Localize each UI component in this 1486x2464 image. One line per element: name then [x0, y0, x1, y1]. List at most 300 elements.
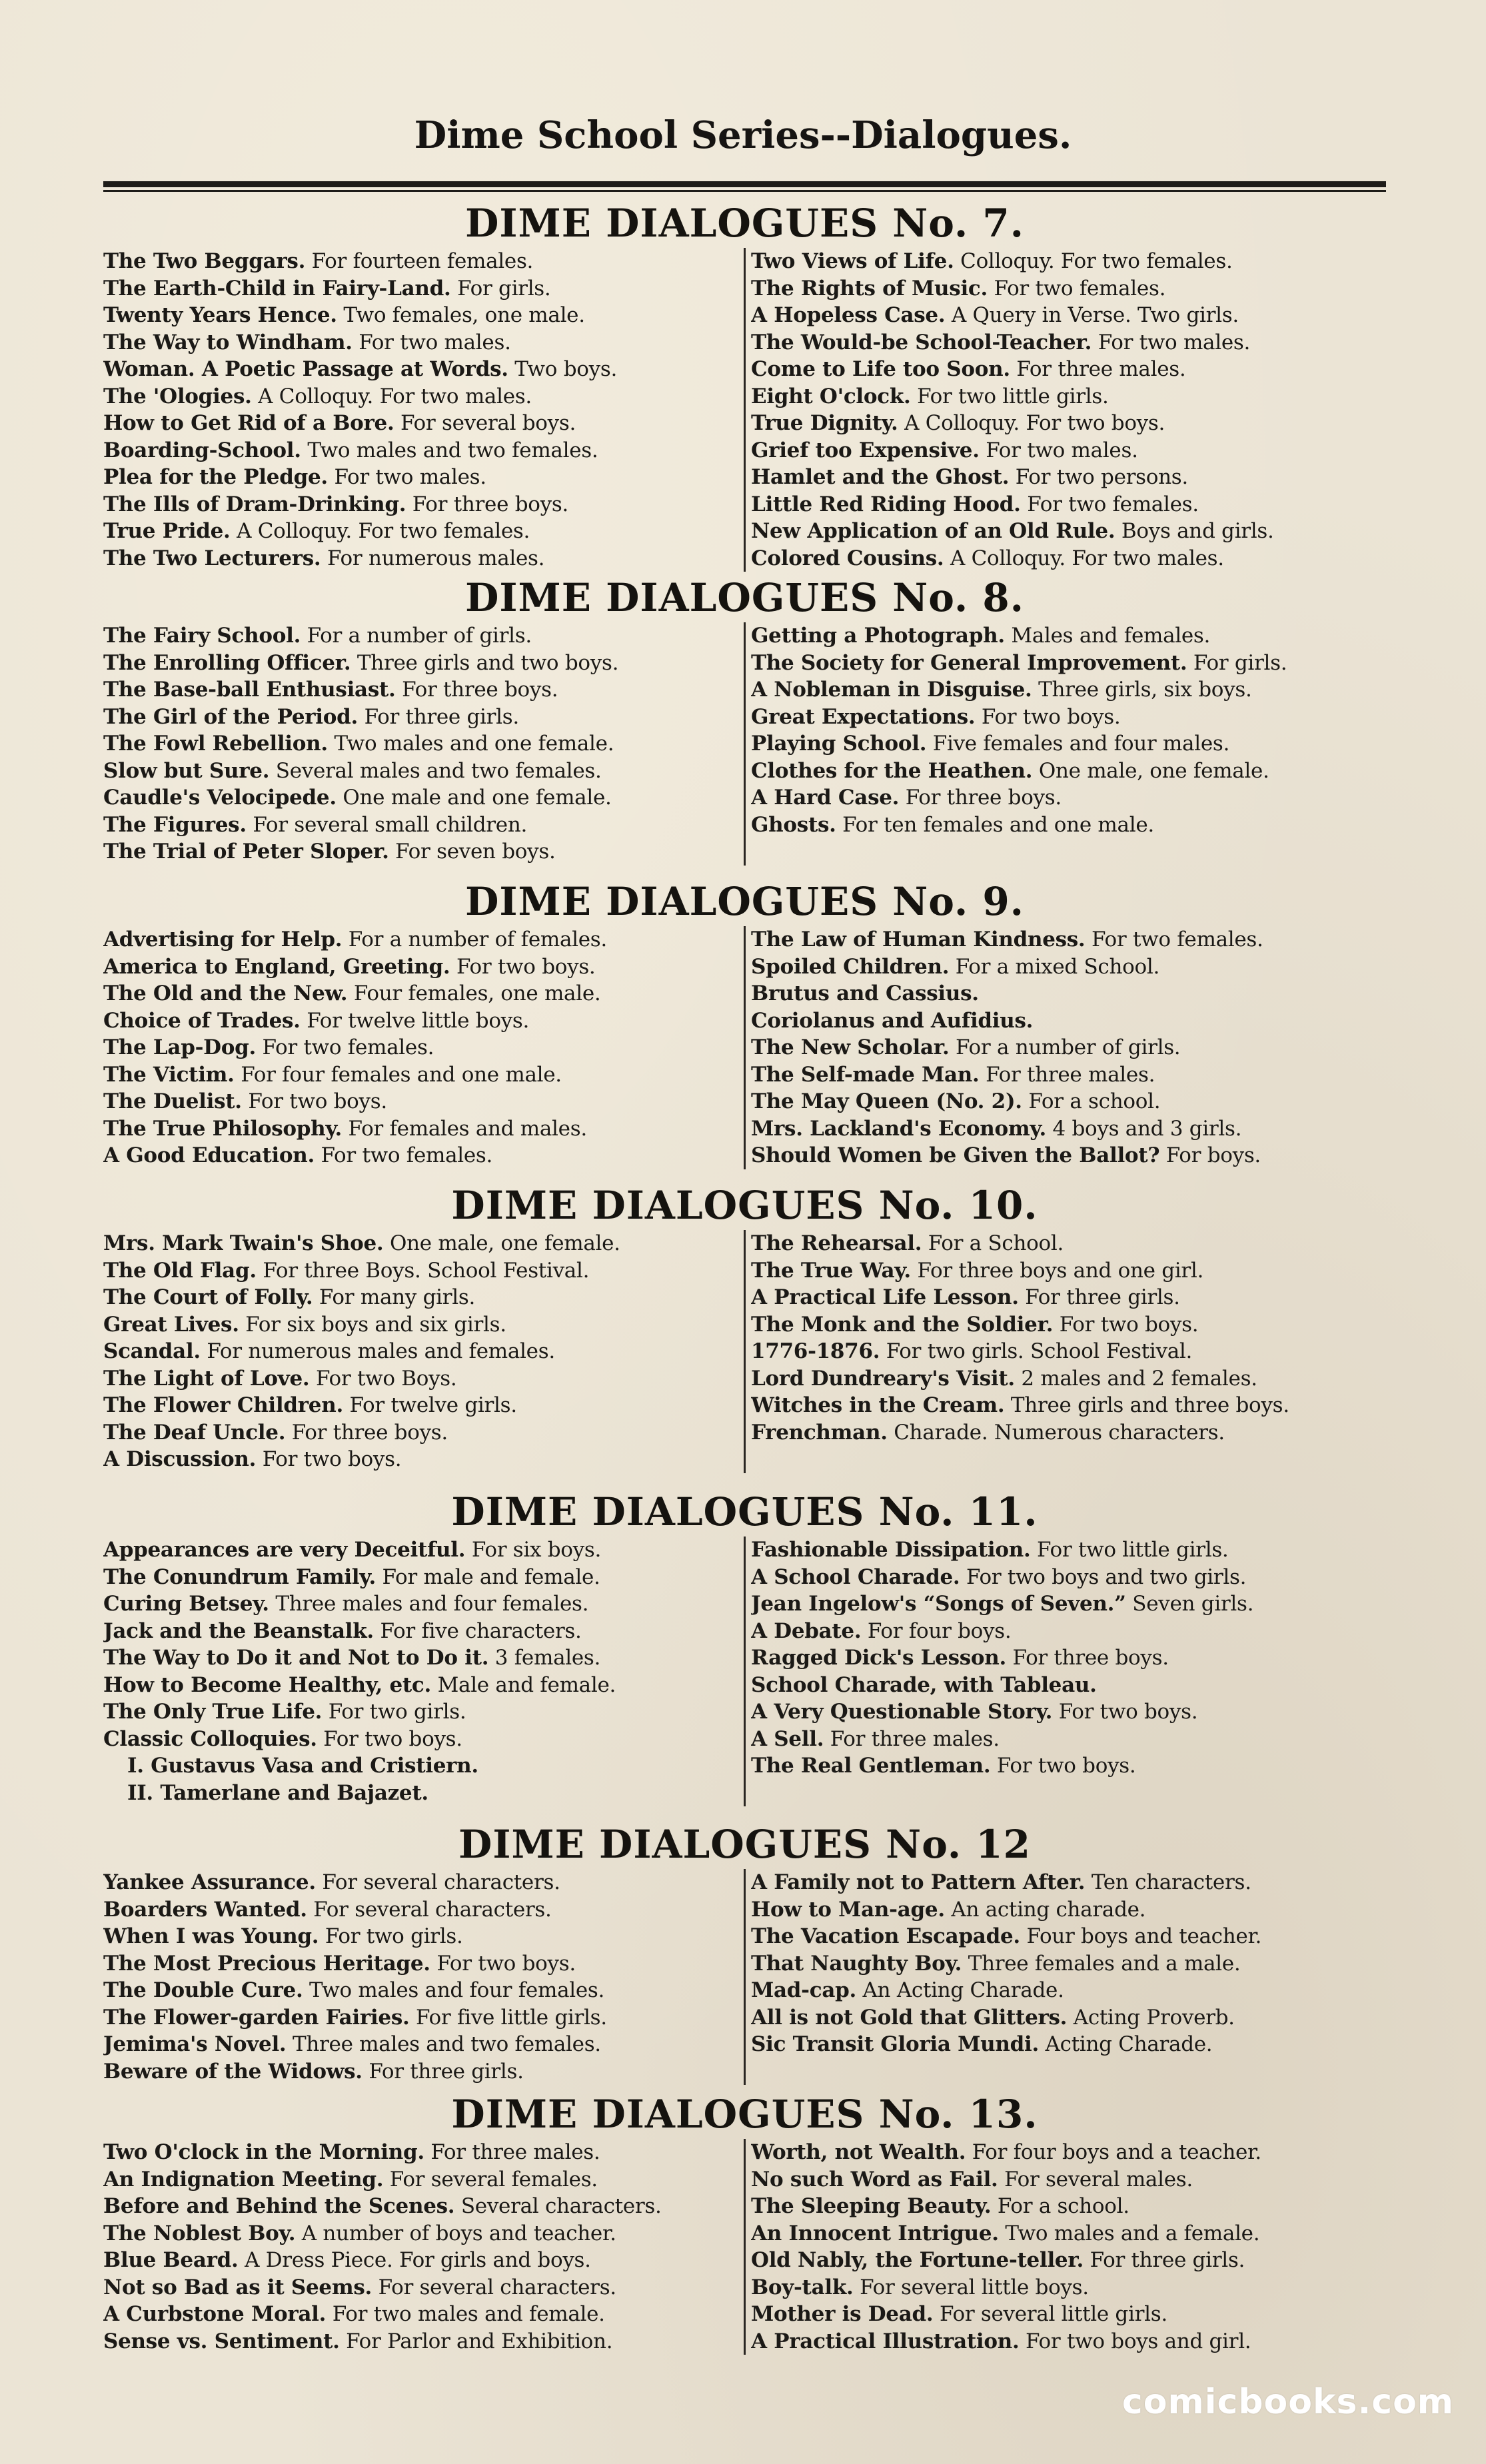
dialogue-title: I. Gustavus Vasa and Cristiern. [127, 1754, 478, 1778]
dialogue-entry [751, 704, 1384, 731]
dialogue-cast: For four boys. [861, 1618, 1012, 1643]
dialogue-cast: For two boys. [450, 954, 596, 979]
dialogue-entry [103, 437, 736, 464]
dialogue-entry [751, 2220, 1384, 2247]
dialogue-title: The Monk and the Soldier. [751, 1312, 1054, 1337]
dialogue-title: The Two Lecturers. [103, 546, 321, 570]
dialogue-title: II. Tamerlane and Bajazet. [127, 1780, 428, 1805]
dialogue-title: Little Red Riding Hood. [751, 492, 1021, 516]
dialogue-entry [103, 650, 736, 677]
dialogue-entry [103, 356, 736, 383]
dialogue-cast: For several boys. [394, 411, 576, 435]
dialogue-entry [103, 545, 736, 572]
dialogue-title: The Earth-Child in Fairy-Land. [103, 276, 451, 301]
dialogue-entry [751, 1419, 1384, 1447]
dialogue-cast: 4 boys and 3 girls. [1046, 1116, 1242, 1141]
dialogue-entry [751, 356, 1384, 383]
dialogue-cast: For three males. [424, 2140, 600, 2164]
dialogue-entry [751, 2004, 1384, 2032]
dialogue-title: The True Way. [751, 1258, 911, 1283]
dialogue-cast: For two boys. [256, 1447, 402, 1471]
dialogue-cast: Males and females. [1004, 624, 1211, 648]
dialogue-cast: For seven boys. [388, 840, 556, 864]
dialogue-cast: Several characters. [454, 2194, 662, 2218]
dialogue-cast: For three boys and one girl. [910, 1258, 1204, 1283]
dialogue-entry [103, 838, 736, 866]
dialogue-entry [751, 2328, 1384, 2355]
dialogue-cast: Four females, one male. [347, 981, 601, 1005]
dialogue-title: Frenchman. [751, 1420, 888, 1445]
dialogue-title: A Family not to Pattern After. [751, 1870, 1086, 1894]
dialogue-entry [751, 1061, 1384, 1089]
dialogue-cast: For three boys. [395, 678, 558, 702]
dialogue-cast: Male and female. [431, 1672, 616, 1697]
dialogue-title: Sense vs. Sentiment. [103, 2329, 340, 2353]
dialogue-cast: For girls. [1187, 650, 1287, 675]
right-column [751, 2139, 1384, 2355]
dialogue-entry [103, 410, 736, 437]
dialogue-entry [751, 329, 1384, 356]
dialogue-section [103, 1183, 1386, 1473]
dialogue-entry [103, 383, 736, 410]
dialogue-title: The New Scholar. [751, 1035, 950, 1059]
dialogue-entry [751, 2247, 1384, 2274]
dialogue-cast: A Colloquy. For two boys. [898, 411, 1165, 435]
dialogue-cast: For twelve girls. [343, 1393, 517, 1417]
dialogue-cast: For six boys. [465, 1538, 602, 1562]
dialogue-entry [103, 1950, 736, 1978]
dialogue-cast: For two girls. [322, 1700, 466, 1724]
dialogue-entry [751, 1034, 1384, 1061]
dialogue-entry [103, 676, 736, 704]
dialogue-cast: Two males and four females. [303, 1978, 605, 2002]
left-column [103, 1230, 736, 1473]
dialogue-title: Lord Dundreary's Visit. [751, 1366, 1015, 1391]
dialogue-title: The Flower-garden Fairies. [103, 2005, 410, 2030]
dialogue-cast: For two boys. [317, 1726, 462, 1751]
dialogue-entry [103, 1726, 736, 1753]
dialogue-title: Colored Cousins. [751, 546, 944, 570]
dialogue-entry [751, 926, 1384, 953]
dialogue-title: Great Expectations. [751, 704, 976, 729]
dialogue-section [103, 576, 1386, 866]
dialogue-entry [751, 1752, 1384, 1780]
dialogue-cast: For a number of girls. [949, 1035, 1181, 1059]
dialogue-title: Mrs. Mark Twain's Shoe. [103, 1231, 384, 1255]
dialogue-cast: For two boys. [975, 704, 1121, 729]
dialogue-title: The Old and the New. [103, 981, 348, 1005]
dialogue-cast: One male and one female. [336, 786, 612, 810]
dialogue-title: A Nobleman in Disguise. [751, 678, 1032, 702]
dialogue-cast: One male, one female. [1032, 758, 1269, 783]
dialogue-entry [103, 758, 736, 785]
dialogue-title: The Two Beggars. [103, 249, 306, 273]
dialogue-entry [751, 1537, 1384, 1564]
dialogue-cast: For three boys. [406, 492, 568, 516]
dialogue-entry [751, 1257, 1384, 1285]
dialogue-cast: A Dress Piece. For girls and boys. [238, 2248, 591, 2272]
dialogue-entry [751, 622, 1384, 650]
dialogue-entry [751, 1672, 1384, 1699]
dialogue-entry [103, 2328, 736, 2355]
dialogue-entry [751, 1726, 1384, 1753]
dialogue-cast: For several characters. [315, 1870, 560, 1894]
dialogue-title: The Flower Children. [103, 1393, 343, 1417]
dialogue-title: Plea for the Pledge. [103, 465, 328, 489]
dialogue-cast: For four boys and a teacher. [966, 2140, 1261, 2164]
right-column [751, 926, 1384, 1169]
section-title: DIME DIALOGUES No. 10. [451, 1183, 1038, 1228]
dialogue-title: Ghosts. [751, 812, 836, 837]
two-column-list [103, 2139, 1386, 2355]
dialogue-cast: For three girls. [358, 704, 519, 729]
dialogue-title: The Ills of Dram-Drinking. [103, 492, 406, 516]
dialogue-cast: Boys and girls. [1115, 519, 1274, 543]
dialogue-title: Spoiled Children. [751, 954, 950, 979]
dialogue-entry [103, 2031, 736, 2058]
column-divider [744, 2139, 746, 2355]
dialogue-cast: For girls. [450, 276, 551, 301]
dialogue-title: A Hard Case. [751, 786, 900, 810]
dialogue-title: Mad-cap. [751, 1978, 856, 2002]
dialogue-cast: An acting charade. [944, 1897, 1146, 1922]
dialogue-title: School Charade, with Tableau. [751, 1672, 1097, 1697]
dialogue-entry [751, 784, 1384, 812]
dialogue-cast: Three males and four females. [269, 1592, 589, 1616]
dialogue-title: Boarding-School. [103, 438, 301, 462]
dialogue-entry [103, 704, 736, 731]
dialogue-entry [751, 676, 1384, 704]
dialogue-cast: For two boys. [430, 1951, 576, 1976]
dialogue-entry [751, 953, 1384, 981]
dialogue-title: Getting a Photograph. [751, 624, 1005, 648]
dialogue-title: A Curbstone Moral. [103, 2302, 327, 2326]
dialogue-entry [103, 1780, 736, 1807]
column-divider [744, 622, 746, 866]
dialogue-entry [103, 1088, 736, 1115]
dialogue-cast: Ten characters. [1085, 1870, 1251, 1894]
running-head: Dime School Series--Dialogues. [414, 113, 1072, 157]
dialogue-entry [103, 464, 736, 491]
dialogue-cast: For two boys and two girls. [960, 1564, 1247, 1589]
dialogue-entry [751, 1115, 1384, 1143]
dialogue-title: The Enrolling Officer. [103, 650, 351, 675]
dialogue-title: The Way to Windham. [103, 330, 353, 354]
dialogue-title: Worth, not Wealth. [751, 2140, 966, 2164]
dialogue-title: Great Lives. [103, 1312, 239, 1337]
dialogue-title: The Figures. [103, 812, 247, 837]
dialogue-cast: For two Boys. [309, 1366, 457, 1391]
dialogue-cast: Two males and a female. [998, 2221, 1260, 2245]
dialogue-entry [751, 1230, 1384, 1257]
dialogue-entry [103, 1338, 736, 1365]
dialogue-entry [103, 1365, 736, 1393]
dialogue-title: The Law of Human Kindness. [751, 927, 1086, 951]
dialogue-title: Before and Behind the Scenes. [103, 2194, 455, 2218]
dialogue-title: The Self-made Man. [751, 1062, 980, 1087]
dialogue-entry [751, 2301, 1384, 2328]
dialogue-title: When I was Young. [103, 1924, 319, 1948]
dialogue-entry [103, 812, 736, 839]
dialogue-cast: Three males and two females. [286, 2032, 601, 2056]
dialogue-cast: Three girls, six boys. [1032, 678, 1252, 702]
dialogue-entry [103, 1230, 736, 1257]
dialogue-cast: For three boys. [285, 1420, 448, 1445]
dialogue-title: The Real Gentleman. [751, 1754, 991, 1778]
section-title: DIME DIALOGUES No. 9. [465, 879, 1024, 924]
dialogue-cast: Acting Proverb. [1067, 2005, 1235, 2030]
dialogue-entry [751, 545, 1384, 572]
dialogue-entry [751, 980, 1384, 1007]
dialogue-title: The Rights of Music. [751, 276, 988, 301]
dialogue-title: Coriolanus and Aufidius. [751, 1008, 1034, 1033]
dialogue-cast: Colloquy. For two females. [954, 249, 1233, 273]
dialogue-title: Jemima's Novel. [103, 2032, 287, 2056]
dialogue-section [103, 1822, 1386, 2085]
dialogue-title: An Innocent Intrigue. [751, 2221, 999, 2245]
dialogue-cast: 2 males and 2 females. [1014, 1366, 1257, 1391]
dialogue-entry [103, 926, 736, 953]
dialogue-entry [103, 491, 736, 518]
dialogue-title: How to Become Healthy, etc. [103, 1672, 432, 1697]
dialogue-entry [103, 2004, 736, 2032]
dialogue-title: The True Philosophy. [103, 1116, 342, 1141]
dialogue-cast: For three girls. [1084, 2248, 1245, 2272]
dialogue-cast: For two males and female. [326, 2302, 605, 2326]
dialogue-entry [751, 1564, 1384, 1591]
dialogue-cast: Three girls and two boys. [351, 650, 619, 675]
dialogue-entry [751, 758, 1384, 785]
dialogue-title: The 'Ologies. [103, 384, 252, 408]
dialogue-cast: For two little girls. [910, 384, 1109, 408]
dialogue-title: Curing Betsey. [103, 1592, 269, 1616]
dialogue-cast: For three boys. [1006, 1646, 1169, 1670]
right-column [751, 1869, 1384, 2085]
dialogue-cast: For two boys and girl. [1019, 2329, 1251, 2353]
dialogue-entry [103, 1618, 736, 1645]
dialogue-title: The Light of Love. [103, 1366, 310, 1391]
dialogue-title: True Pride. [103, 519, 231, 543]
dialogue-entry [751, 1590, 1384, 1618]
dialogue-entry [751, 1977, 1384, 2004]
dialogue-title: How to Man-age. [751, 1897, 945, 1922]
dialogue-entry [751, 1007, 1384, 1035]
dialogue-cast: An Acting Charade. [856, 1978, 1064, 2002]
dialogue-entry [751, 437, 1384, 464]
dialogue-entry [103, 953, 736, 981]
dialogue-title: Beware of the Widows. [103, 2059, 363, 2084]
dialogue-entry [103, 784, 736, 812]
dialogue-entry [103, 730, 736, 758]
dialogue-cast: For two girls. [319, 1924, 463, 1948]
dialogue-entry [751, 1950, 1384, 1978]
dialogue-title: Clothes for the Heathen. [751, 758, 1033, 783]
dialogue-title: Come to Life too Soon. [751, 357, 1010, 381]
dialogue-title: A Sell. [751, 1726, 824, 1751]
dialogue-entry [103, 1672, 736, 1699]
column-divider [744, 248, 746, 572]
dialogue-entry [103, 2247, 736, 2274]
dialogue-entry [751, 1284, 1384, 1311]
dialogue-title: America to England, Greeting. [103, 954, 450, 979]
dialogue-cast: A number of boys and teacher. [295, 2221, 616, 2245]
dialogue-section [103, 2092, 1386, 2355]
dialogue-cast: For two persons. [1009, 465, 1188, 489]
dialogue-entry [751, 410, 1384, 437]
dialogue-entry [751, 1698, 1384, 1726]
dialogue-cast: For several characters. [307, 1897, 552, 1922]
dialogue-title: Ragged Dick's Lesson. [751, 1646, 1006, 1670]
column-divider [744, 1869, 746, 2085]
dialogue-title: The Lap-Dog. [103, 1035, 256, 1059]
two-column-list [103, 1869, 1386, 2085]
dialogue-entry [103, 1564, 736, 1591]
dialogue-cast: A Colloquy. For two males. [944, 546, 1224, 570]
dialogue-cast: For three girls. [1018, 1285, 1180, 1309]
right-column [751, 1537, 1384, 1806]
dialogue-title: Mrs. Lackland's Economy. [751, 1116, 1046, 1141]
dialogue-title: Boy-talk. [751, 2275, 854, 2299]
right-column [751, 1230, 1384, 1473]
dialogue-cast: For five characters. [373, 1618, 582, 1643]
dialogue-cast: For several little girls. [933, 2302, 1167, 2326]
dialogue-entry [751, 2274, 1384, 2301]
dialogue-cast: For three boys. [899, 786, 1062, 810]
dialogue-title: Two Views of Life. [751, 249, 954, 273]
dialogue-title: Sic Transit Gloria Mundi. [751, 2032, 1039, 2056]
dialogue-entry [103, 1869, 736, 1896]
dialogue-section [103, 880, 1386, 1169]
dialogue-cast: For ten females and one male. [836, 812, 1154, 837]
dialogue-cast: For several females. [383, 2167, 598, 2191]
dialogue-cast: Three girls and three boys. [1004, 1393, 1289, 1417]
dialogue-title: True Dignity. [751, 411, 898, 435]
dialogue-cast: For two females. [1085, 927, 1263, 951]
dialogue-entry [103, 1392, 736, 1419]
dialogue-title: Scandal. [103, 1339, 201, 1363]
dialogue-title: A School Charade. [751, 1564, 960, 1589]
dialogue-cast: Seven girls. [1125, 1592, 1254, 1616]
dialogue-title: Blue Beard. [103, 2248, 239, 2272]
dialogue-entry [103, 1590, 736, 1618]
dialogue-cast: For three males. [824, 1726, 1000, 1751]
dialogue-cast: Three females and a male. [962, 1951, 1241, 1976]
dialogue-cast: For two males. [327, 465, 486, 489]
dialogue-entry [103, 622, 736, 650]
dialogue-title: Caudle's Velocipede. [103, 786, 337, 810]
dialogue-entry [103, 518, 736, 545]
dialogue-title: Grief too Expensive. [751, 438, 980, 462]
dialogue-cast: For two males. [979, 438, 1138, 462]
dialogue-entry [751, 1618, 1384, 1645]
dialogue-cast: For boys. [1159, 1143, 1261, 1167]
dialogue-title: Mother is Dead. [751, 2302, 934, 2326]
dialogue-entry [751, 302, 1384, 329]
dialogue-title: Hamlet and the Ghost. [751, 465, 1010, 489]
dialogue-title: A Discussion. [103, 1447, 257, 1471]
dialogue-cast: For three Boys. School Festival. [256, 1258, 590, 1283]
dialogue-title: Brutus and Cassius. [751, 981, 979, 1005]
dialogue-cast: For five little girls. [409, 2005, 607, 2030]
dialogue-entry [103, 980, 736, 1007]
dialogue-cast: For four females and one male. [234, 1062, 562, 1087]
dialogue-cast: For fourteen females. [305, 249, 534, 273]
dialogue-cast: For a school. [1022, 1089, 1161, 1113]
dialogue-title: Twenty Years Hence. [103, 303, 337, 327]
dialogue-entry [751, 2139, 1384, 2166]
dialogue-entry [103, 275, 736, 303]
dialogue-cast: Two males and two females. [301, 438, 598, 462]
dialogue-title: That Naughty Boy. [751, 1951, 962, 1976]
dialogue-title: Jean Ingelow's “Songs of Seven.” [751, 1592, 1126, 1616]
section-title: DIME DIALOGUES No. 12 [458, 1822, 1031, 1867]
dialogue-title: The Most Precious Heritage. [103, 1951, 430, 1976]
left-column [103, 1537, 736, 1806]
dialogue-entry [751, 1392, 1384, 1419]
dialogue-entry [751, 491, 1384, 518]
dialogue-entry [103, 1923, 736, 1950]
dialogue-title: The Would-be School-Teacher. [751, 330, 1092, 354]
left-column [103, 926, 736, 1169]
column-divider [744, 926, 746, 1169]
dialogue-title: Appearances are very Deceitful. [103, 1538, 466, 1562]
dialogue-title: No such Word as Fail. [751, 2167, 998, 2191]
dialogue-title: A Debate. [751, 1618, 862, 1643]
dialogue-cast: For two boys. [241, 1089, 387, 1113]
header-rule [103, 181, 1386, 187]
dialogue-entry [103, 1311, 736, 1339]
dialogue-cast: 3 females. [488, 1646, 601, 1670]
section-title: DIME DIALOGUES No. 11. [451, 1489, 1038, 1535]
dialogue-cast: Several males and two females. [269, 758, 602, 783]
dialogue-entry [751, 1869, 1384, 1896]
dialogue-entry [751, 650, 1384, 677]
dialogue-cast: For two females. [988, 276, 1166, 301]
dialogue-section [103, 1490, 1386, 1806]
two-column-list [103, 926, 1386, 1169]
dialogue-title: Yankee Assurance. [103, 1870, 316, 1894]
dialogue-cast: For six boys and six girls. [239, 1312, 506, 1337]
dialogue-entry [751, 2031, 1384, 2058]
dialogue-cast: For three girls. [362, 2059, 524, 2084]
section-title: DIME DIALOGUES No. 8. [465, 575, 1024, 620]
dialogue-entry [103, 2166, 736, 2193]
left-column [103, 248, 736, 572]
dialogue-entry [103, 2058, 736, 2086]
left-column [103, 1869, 736, 2085]
dialogue-entry [103, 2220, 736, 2247]
dialogue-section [103, 201, 1386, 572]
right-column [751, 248, 1384, 572]
column-divider [744, 1537, 746, 1806]
dialogue-title: The Old Flag. [103, 1258, 257, 1283]
dialogue-cast: For Parlor and Exhibition. [339, 2329, 613, 2353]
dialogue-cast: For two boys. [1053, 1312, 1199, 1337]
dialogue-entry [103, 248, 736, 275]
dialogue-entry [103, 1257, 736, 1285]
dialogue-entry [751, 1365, 1384, 1393]
dialogue-title: The Deaf Uncle. [103, 1420, 286, 1445]
dialogue-title: A Practical Life Lesson. [751, 1285, 1019, 1309]
dialogue-cast: For two boys. [990, 1754, 1136, 1778]
dialogue-entry [751, 1088, 1384, 1115]
dialogue-title: The Girl of the Period. [103, 704, 359, 729]
dialogue-title: Witches in the Cream. [751, 1393, 1005, 1417]
dialogue-entry [103, 2193, 736, 2220]
dialogue-entry [751, 518, 1384, 545]
dialogue-entry [103, 1644, 736, 1672]
dialogue-title: The Base-ball Enthusiast. [103, 678, 396, 702]
